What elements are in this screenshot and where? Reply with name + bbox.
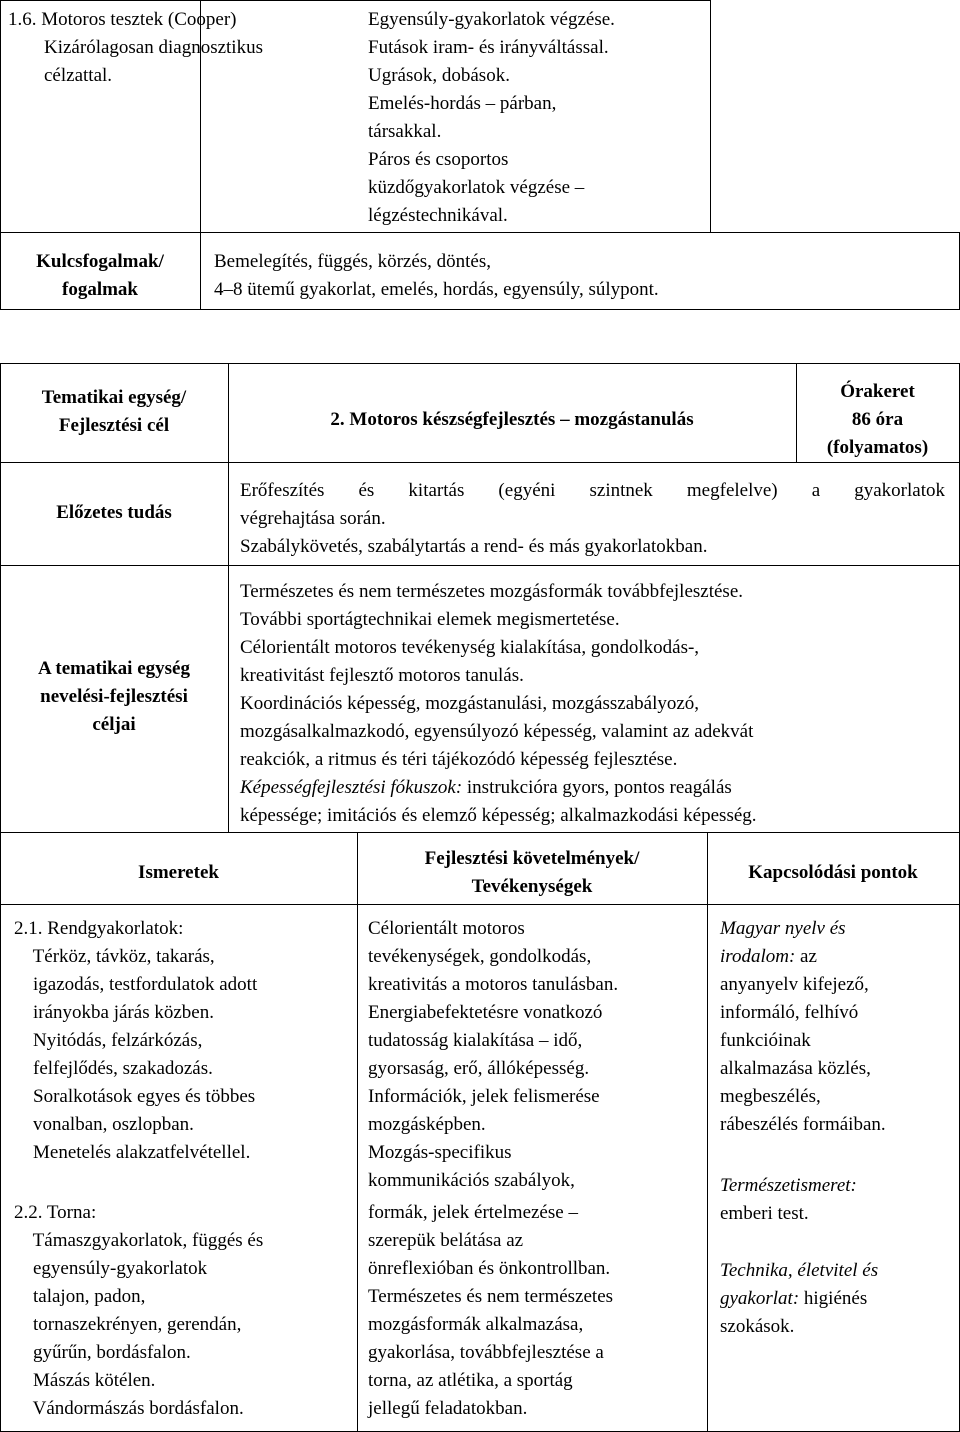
goals-focus-line — [240, 774, 732, 803]
connections-magyar-line-3: anyanyelv kifejező, — [720, 974, 869, 995]
connections-magyar-line-6: alkalmazása közlés, — [720, 1058, 871, 1079]
connections-magyar-line-7: megbeszélés, — [720, 1086, 821, 1107]
goals-line-6: mozgásalkalmazkodó, egyensúlyozó képesség, valamint az adekvát — [240, 721, 754, 742]
knowledge-line-3: igazodás, testfordulatok adott — [14, 974, 258, 995]
connections-magyar-line-2 — [720, 943, 817, 972]
connections-term-label: Természetismeret: — [720, 1175, 857, 1196]
top-right-line-3: Ugrások, dobások. — [368, 65, 510, 86]
connections-magyar-rest: az — [795, 946, 817, 967]
connections-tech-text: szokások. — [720, 1316, 795, 1337]
goals-line-5: Koordinációs képesség, mozgástanulási, mozgásszabályozó, — [240, 693, 700, 714]
knowledge-line-1: 2.1. Rendgyakorlatok: — [14, 918, 184, 939]
goals-focus-last-line: képessége; imitációs és elemző képesség; alkalmazkodási képesség. — [240, 805, 757, 826]
requirements-line-7: Információk, jelek felismerése — [368, 1086, 600, 1107]
connections-magyar-line-5: funkcióinak — [720, 1030, 811, 1051]
top-right-line-2: Futások iram- és irányváltással. — [368, 37, 609, 58]
knowledge-line-9: Menetelés alakzatfelvétellel. — [14, 1142, 251, 1163]
main-row-divider-2 — [0, 565, 960, 566]
requirements-line-8: mozgásképben. — [368, 1114, 486, 1135]
knowledge-line-16: gyűrűn, bordásfalon. — [14, 1342, 191, 1363]
main-table-border-top — [0, 363, 960, 364]
top-table-border-bottom — [0, 309, 960, 310]
requirements-line-1: Célorientált motoros — [368, 918, 525, 939]
goals-focus-label: Képességfejlesztési fókuszok: — [240, 777, 463, 798]
connections-magyar-line-8: rábeszélés formáiban. — [720, 1114, 886, 1135]
knowledge-line-7: Soralkotások egyes és többes — [14, 1086, 256, 1107]
top-table-row-divider — [0, 232, 960, 233]
main-row-divider-4 — [0, 904, 960, 905]
key-concepts-line-1: Bemelegítés, függés, körzés, döntés, — [214, 251, 492, 272]
requirements-line-12: szerepük belátása az — [368, 1230, 524, 1251]
prior-knowledge-line-3: Szabálykövetés, szabálytartás a rend- és más gyakorlatokban. — [240, 536, 708, 557]
main-row-divider-3 — [0, 832, 960, 833]
goals-focus-text: instrukcióra gyors, pontos reagálás — [462, 777, 732, 798]
knowledge-line-2: Térköz, távköz, takarás, — [14, 946, 215, 967]
hours-label: Órakeret — [840, 381, 915, 402]
requirements-line-5: tudatosság kialakítása – idő, — [368, 1030, 583, 1051]
top-right-line-1: Egyensúly-gyakorlatok végzése. — [368, 9, 615, 30]
knowledge-line-5: Nyitódás, felzárkózás, — [14, 1030, 203, 1051]
requirements-line-14: Természetes és nem természetes — [368, 1286, 614, 1307]
requirements-line-10: kommunikációs szabályok, — [368, 1170, 575, 1191]
top-right-line-7: küzdőgyakorlatok végzése – — [368, 177, 585, 198]
goals-line-1: Természetes és nem természetes mozgásformák továbbfejlesztése. — [240, 581, 744, 602]
requirements-line-15: mozgásformák alkalmazása, — [368, 1314, 584, 1335]
connections-header: Kapcsolódási pontok — [748, 862, 918, 883]
main-connections-col-divider — [707, 832, 708, 1432]
requirements-line-2: tevékenységek, gondolkodás, — [368, 946, 592, 967]
prior-knowledge-line-1: Erőfeszítés és kitartás (egyéni szintnek megfelelve) a gyakorlatok — [240, 480, 945, 501]
requirements-line-6: gyorsaság, erő, állóképesség. — [368, 1058, 590, 1079]
requirements-line-9: Mozgás-specifikus — [368, 1142, 512, 1163]
requirements-header-1: Fejlesztési követelmények/ — [424, 848, 640, 869]
requirements-line-16: gyakorlása, továbbfejlesztése a — [368, 1342, 604, 1363]
top-table-border-top — [0, 0, 710, 1]
top-right-line-6: Páros és csoportos — [368, 149, 509, 170]
requirements-line-11: formák, jelek értelmezése – — [368, 1202, 578, 1223]
top-left-line-3: célzattal. — [44, 65, 113, 86]
goals-label-2: nevelési-fejlesztési — [40, 686, 188, 707]
goals-label-1: A tematikai egység — [38, 658, 190, 679]
connections-tech-label-2: gyakorlat: — [720, 1288, 800, 1309]
key-concepts-label-1: Kulcsfogalmak/ — [36, 251, 164, 272]
unit-title: 2. Motoros készségfejlesztés – mozgástanulás — [330, 409, 694, 430]
knowledge-line-15: tornaszekrényen, gerendán, — [14, 1314, 242, 1335]
prior-knowledge-label: Előzetes tudás — [56, 502, 172, 523]
unit-label-2: Fejlesztési cél — [58, 415, 170, 436]
connections-magyar-line-4: informáló, felhívó — [720, 1002, 859, 1023]
connections-tech-line-2 — [720, 1285, 867, 1314]
knowledge-line-17: Mászás kötélen. — [14, 1370, 156, 1391]
connections-magyar-label: Magyar nyelv és — [720, 918, 846, 939]
top-left-line-2: Kizárólagosan diagnosztikus — [44, 37, 263, 58]
key-concepts-label-2: fogalmak — [62, 279, 138, 300]
goals-line-4: kreativitást fejlesztő motoros tanulás. — [240, 665, 524, 686]
knowledge-line-18: Vándormászás bordásfalon. — [14, 1398, 244, 1419]
knowledge-line-4: irányokba járás közben. — [14, 1002, 214, 1023]
connections-tech-label: Technika, életvitel és — [720, 1260, 879, 1281]
top-table-border-right-upper — [710, 0, 711, 233]
requirements-line-3: kreativitás a motoros tanulásban. — [368, 974, 619, 995]
knowledge-line-8: vonalban, oszlopban. — [14, 1114, 194, 1135]
requirements-header-2: Tevékenységek — [471, 876, 593, 897]
hours-value: 86 óra — [851, 409, 904, 430]
top-right-line-4: Emelés-hordás – párban, — [368, 93, 557, 114]
connections-tech-rest: higiénés — [799, 1288, 868, 1309]
knowledge-header: Ismeretek — [138, 862, 219, 883]
main-knowledge-col-divider — [357, 832, 358, 1432]
knowledge-line-11: 2.2. Torna: — [14, 1202, 97, 1223]
knowledge-line-13: egyensúly-gyakorlatok — [14, 1258, 208, 1279]
goals-line-3: Célorientált motoros tevékenység kialakítása, gondolkodás-, — [240, 637, 700, 658]
requirements-line-13: önreflexióban és önkontrollban. — [368, 1258, 611, 1279]
top-left-line-1: 1.6. Motoros tesztek (Cooper) — [8, 9, 237, 30]
top-right-line-5: társakkal. — [368, 121, 442, 142]
key-concepts-line-2: 4–8 ütemű gyakorlat, emelés, hordás, egyensúly, súlypont. — [214, 279, 659, 300]
unit-label-1: Tematikai egység/ — [41, 387, 187, 408]
connections-term-text: emberi test. — [720, 1203, 809, 1224]
goals-line-7: reakciók, a ritmus és téri tájékozódó képesség fejlesztése. — [240, 749, 678, 770]
prior-knowledge-line-2: végrehajtása során. — [240, 508, 386, 529]
knowledge-line-14: talajon, padon, — [14, 1286, 146, 1307]
requirements-line-4: Energiabefektetésre vonatkozó — [368, 1002, 603, 1023]
requirements-line-17: torna, az atlétika, a sportág — [368, 1370, 573, 1391]
top-right-line-8: légzéstechnikával. — [368, 205, 508, 226]
knowledge-line-12: Támaszgyakorlatok, függés és — [14, 1230, 264, 1251]
connections-magyar-label-2: irodalom: — [720, 946, 796, 967]
hours-note: (folyamatos) — [826, 437, 929, 458]
goals-line-2: További sportágtechnikai elemek megismertetése. — [240, 609, 620, 630]
goals-label-3: céljai — [92, 714, 136, 735]
knowledge-line-6: felfejlődés, szakadozás. — [14, 1058, 213, 1079]
requirements-line-18: jellegű feladatokban. — [368, 1398, 528, 1419]
